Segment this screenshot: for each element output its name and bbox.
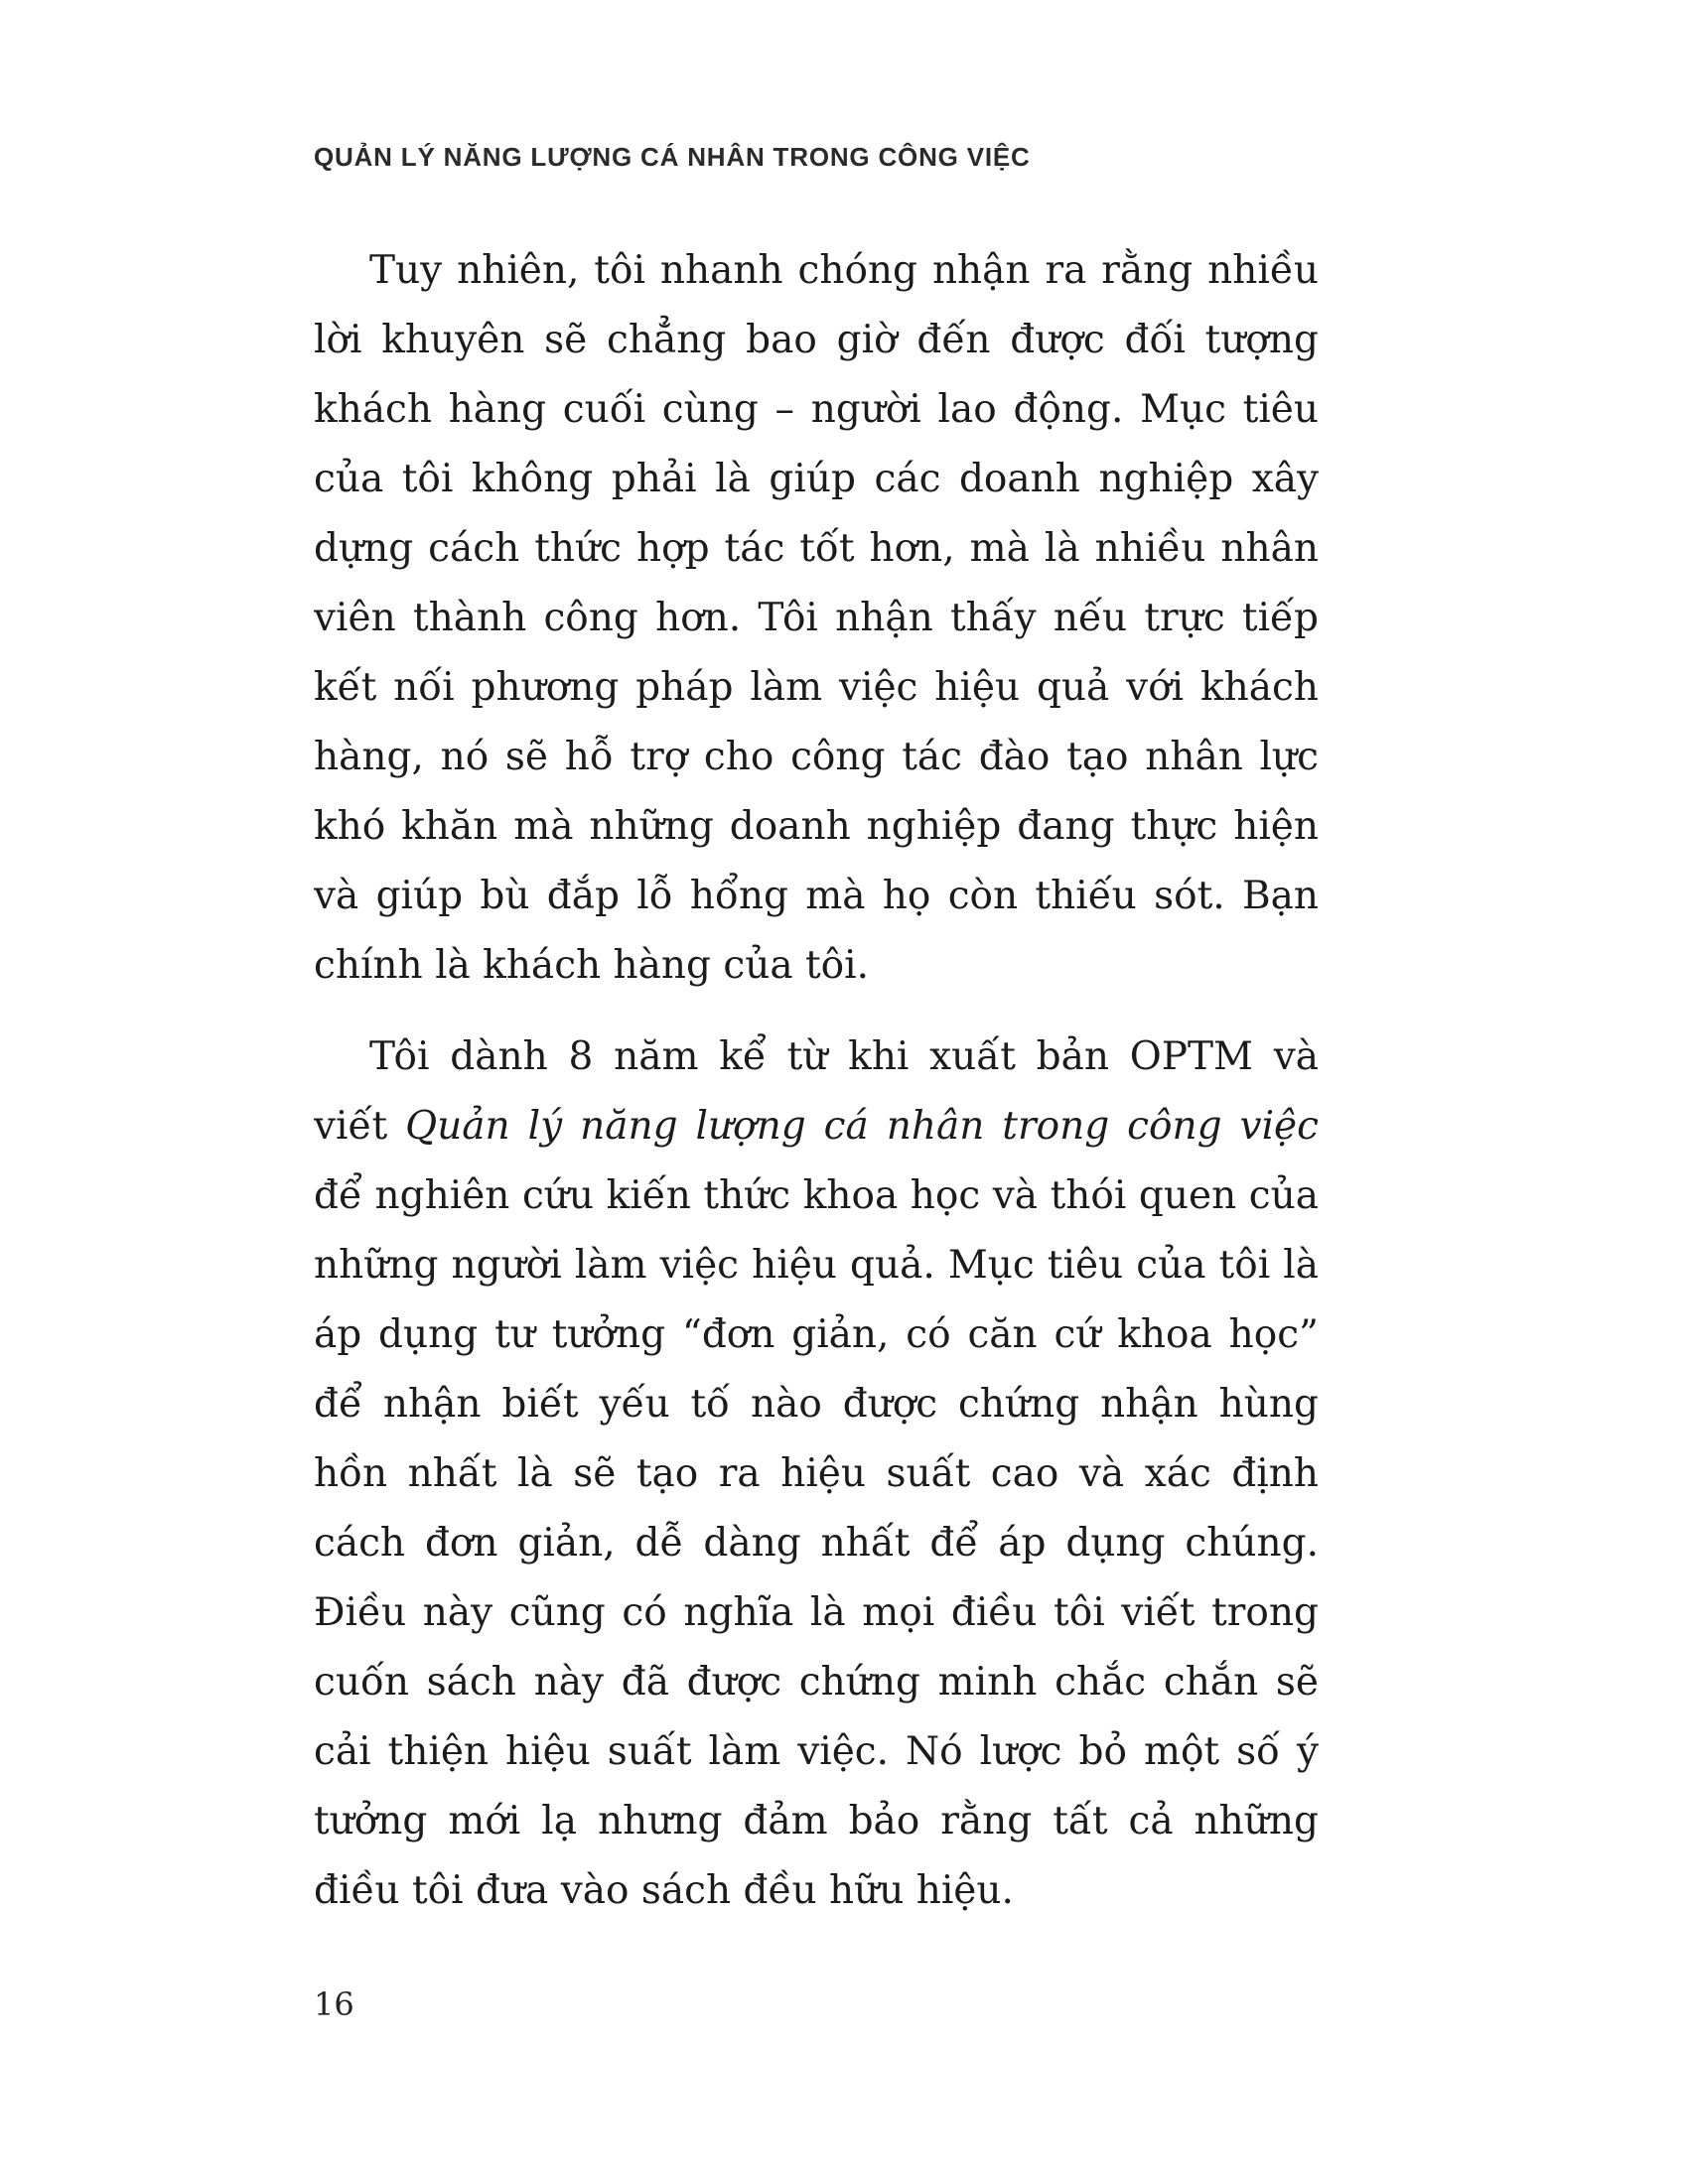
paragraph-1-text: Tuy nhiên, tôi nhanh chóng nhận ra rằng nhiều lời khuyên sẽ chẳng bao giờ đến được đối tượng khách hàng cuối cùng – người lao động. Mục tiêu của tôi không phải là giúp các doanh nghiệp xây dựng cách thức hợp tác tốt hơn, mà là nhiều nhân viên thành công hơn. Tôi nhận thấy nếu trực tiếp kết nối phương pháp làm việc hiệu quả với khách hàng, nó sẽ hỗ trợ cho công tác đào tạo nhân lực khó khăn mà những doanh nghiệp đang thực hiện và giúp bù đắp lỗ hổng mà họ còn thiếu sót. Bạn chính là khách hàng của tôi.	[314, 248, 1319, 988]
page-number: 16	[314, 1985, 354, 2023]
paragraph-2-lead: Tôi dành 8 năm kể từ khi xuất bản OPTM và viết	[314, 1034, 1319, 1149]
running-header: QUẢN LÝ NĂNG LƯỢNG CÁ NHÂN TRONG CÔNG VIỆC	[314, 142, 1031, 172]
paragraph-1	[314, 236, 1319, 1001]
book-title-italic: Quản lý năng lượng cá nhân trong công việc	[405, 1104, 1319, 1149]
page-body	[314, 236, 1319, 1926]
paragraph-2	[314, 1023, 1319, 1926]
paragraph-2-tail: để nghiên cứu kiến thức khoa học và thói quen của những người làm việc hiệu quả. Mục tiêu của tôi là áp dụng tư tưởng “đơn giản, có căn cứ khoa học” để nhận biết yếu tố nào được chứng nhận hùng hồn nhất là sẽ tạo ra hiệu suất cao và xác định cách đơn giản, dễ dàng nhất để áp dụng chúng. Điều này cũng có nghĩa là mọi điều tôi viết trong cuốn sách này đã được chứng minh chắc chắn sẽ cải thiện hiệu suất làm việc. Nó lược bỏ một số ý tưởng mới lạ nhưng đảm bảo rằng tất cả những điều tôi đưa vào sách đều hữu hiệu.	[314, 1173, 1319, 1913]
